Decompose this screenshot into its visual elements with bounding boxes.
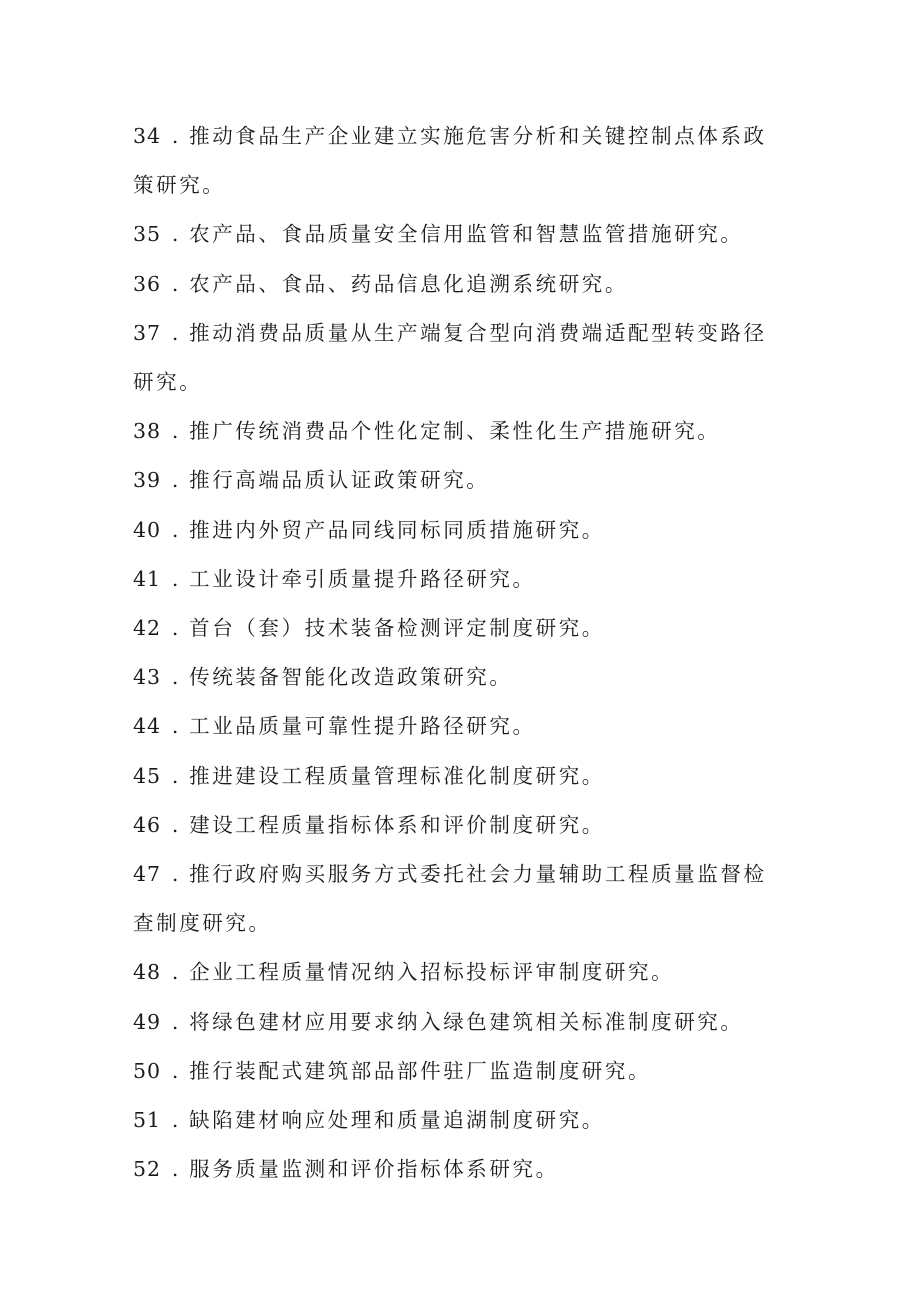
item-number: 37 — [133, 320, 162, 345]
item-number: 52 — [133, 1157, 162, 1182]
item-number: 44 — [133, 714, 162, 739]
item-number: 49 — [133, 1009, 162, 1034]
list-item — [133, 653, 773, 702]
item-text: 服务质量监测和评价指标体系研究。 — [189, 1157, 559, 1182]
item-separator: . — [171, 1108, 179, 1133]
item-number: 41 — [133, 566, 162, 591]
list-item — [133, 752, 773, 801]
item-text: 推行装配式建筑部品部件驻厂监造制度研究。 — [189, 1058, 652, 1083]
item-text: 首台（套）技术装备检测评定制度研究。 — [189, 616, 605, 641]
item-separator: . — [171, 222, 179, 247]
item-number: 38 — [133, 419, 162, 444]
item-number: 48 — [133, 960, 162, 985]
item-number: 40 — [133, 517, 162, 542]
item-text: 农产品、食品质量安全信用监管和智慧监管措施研究。 — [189, 222, 744, 247]
item-separator: . — [171, 862, 179, 887]
list-item — [133, 555, 773, 604]
item-separator: . — [171, 960, 179, 985]
item-separator: . — [171, 812, 179, 837]
item-number: 50 — [133, 1058, 162, 1083]
item-number: 47 — [133, 862, 162, 887]
item-text: 工业设计牵引质量提升路径研究。 — [189, 566, 536, 591]
list-item — [133, 1047, 773, 1096]
list-item — [133, 506, 773, 555]
item-separator: . — [171, 419, 179, 444]
item-separator: . — [171, 1009, 179, 1034]
item-text: 工业品质量可靠性提升路径研究。 — [189, 714, 536, 739]
item-number: 43 — [133, 665, 162, 690]
item-separator: . — [171, 271, 179, 296]
item-number: 46 — [133, 812, 162, 837]
list-item — [133, 456, 773, 505]
item-separator: . — [171, 566, 179, 591]
list-item — [133, 1145, 773, 1194]
item-separator: . — [171, 124, 179, 148]
item-number: 34 — [133, 124, 162, 148]
item-separator: . — [171, 320, 179, 345]
item-text: 推进内外贸产品同线同标同质措施研究。 — [189, 517, 605, 542]
item-text: 推广传统消费品个性化定制、柔性化生产措施研究。 — [189, 419, 721, 444]
list-item — [133, 210, 773, 259]
list-item — [133, 309, 773, 407]
item-number: 45 — [133, 763, 162, 788]
item-separator: . — [171, 1058, 179, 1083]
item-text: 推行高端品质认证政策研究。 — [189, 468, 490, 493]
research-topic-list — [133, 112, 773, 1194]
list-item — [133, 702, 773, 751]
item-text: 推行政府购买服务方式委托社会力量辅助工程质量监督检查制度研究。 — [133, 862, 767, 936]
list-item — [133, 998, 773, 1047]
item-text: 推进建设工程质量管理标准化制度研究。 — [189, 763, 605, 788]
item-number: 42 — [133, 616, 162, 641]
item-separator: . — [171, 616, 179, 641]
item-separator: . — [171, 468, 179, 493]
item-separator: . — [171, 665, 179, 690]
item-text: 农产品、食品、药品信息化追溯系统研究。 — [189, 271, 628, 296]
item-text: 企业工程质量情况纳入招标投标评审制度研究。 — [189, 960, 675, 985]
list-item — [133, 801, 773, 850]
list-item — [133, 407, 773, 456]
item-separator: . — [171, 1157, 179, 1182]
list-item — [133, 604, 773, 653]
item-separator: . — [171, 714, 179, 739]
list-item — [133, 850, 773, 948]
list-item — [133, 260, 773, 309]
list-item — [133, 112, 773, 210]
item-number: 39 — [133, 468, 162, 493]
item-text: 传统装备智能化改造政策研究。 — [189, 665, 513, 690]
item-separator: . — [171, 517, 179, 542]
item-text: 将绿色建材应用要求纳入绿色建筑相关标准制度研究。 — [189, 1009, 744, 1034]
item-text: 建设工程质量指标体系和评价制度研究。 — [189, 812, 605, 837]
list-item — [133, 1096, 773, 1145]
list-item — [133, 948, 773, 997]
item-number: 35 — [133, 222, 162, 247]
item-text: 推动食品生产企业建立实施危害分析和关键控制点体系政策研究。 — [133, 124, 767, 198]
item-text: 推动消费品质量从生产端复合型向消费端适配型转变路径研究。 — [133, 320, 767, 395]
item-number: 51 — [133, 1108, 162, 1133]
item-number: 36 — [133, 271, 162, 296]
item-text: 缺陷建材响应处理和质量追湖制度研究。 — [189, 1108, 605, 1133]
item-separator: . — [171, 763, 179, 788]
